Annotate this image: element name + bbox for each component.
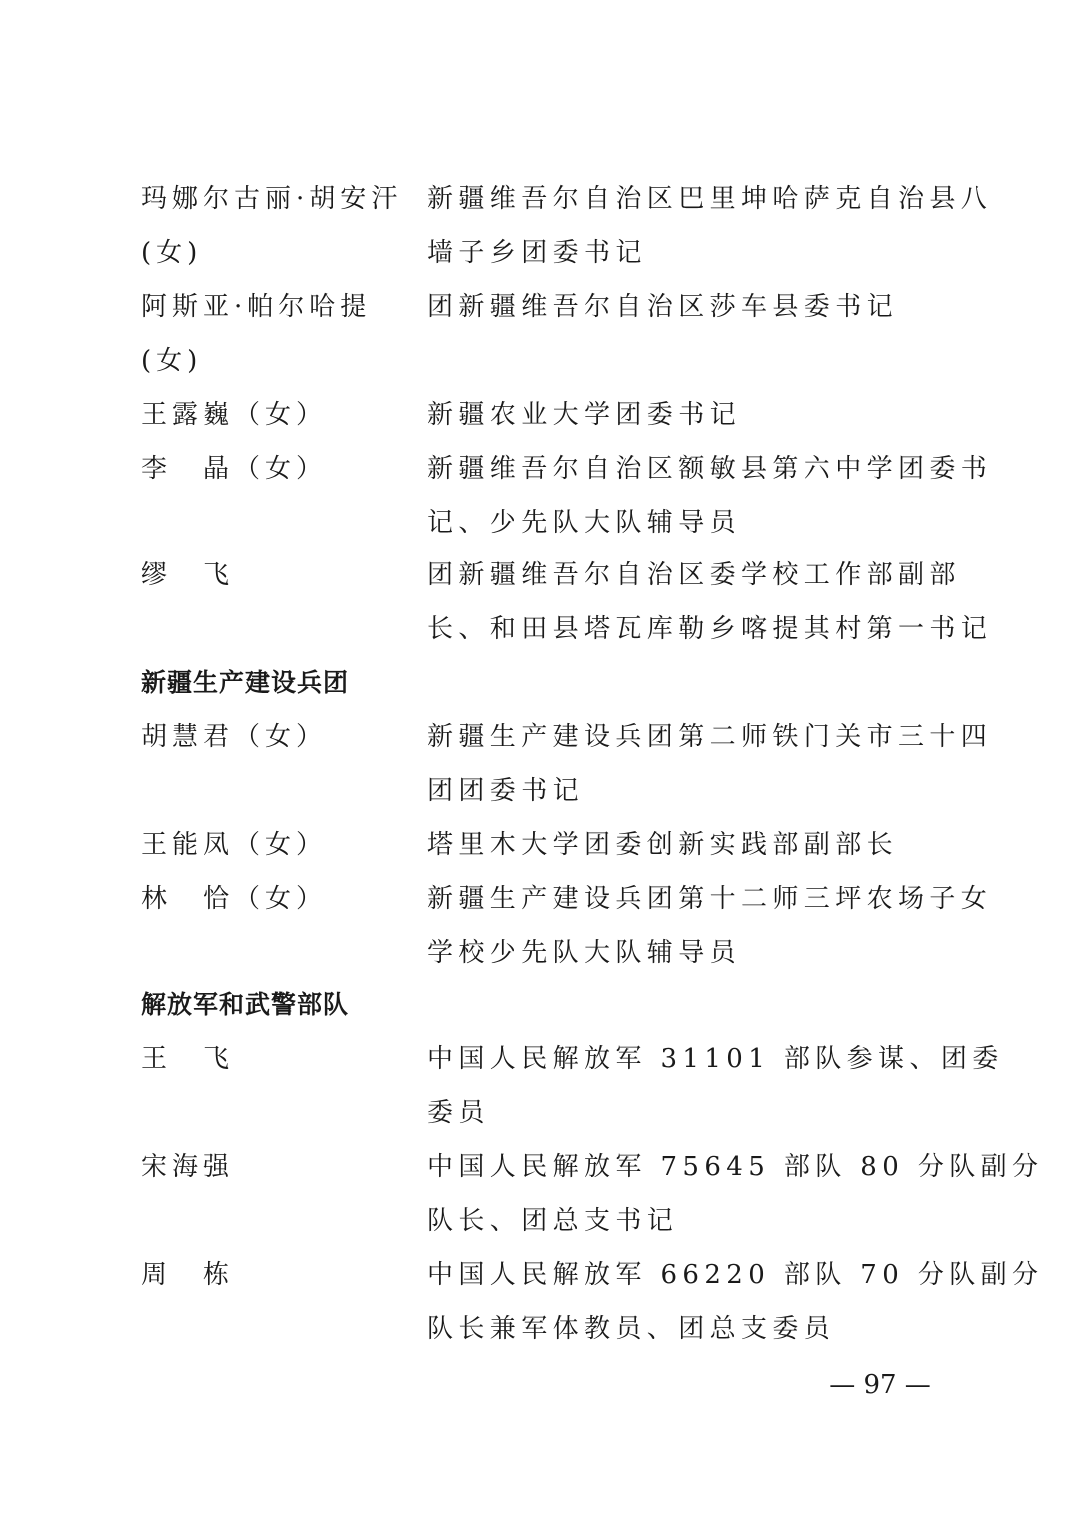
person-name: 林 恰（女）: [141, 884, 328, 914]
person-name: 王能凤（女）: [141, 830, 328, 860]
person-name: 玛娜尔古丽·胡安汗 (女): [141, 184, 403, 268]
person-name: 李 晶（女）: [141, 454, 328, 484]
list-item: [0, 1260, 1080, 1344]
person-position: 新疆维吾尔自治区额敏县第六中学团委书 记、少先队大队辅导员: [427, 454, 993, 538]
person-position: 新疆农业大学团委书记: [427, 400, 742, 430]
person-name: 缪 飞: [141, 560, 235, 590]
list-item: [0, 1044, 1080, 1128]
section-heading: 新疆生产建设兵团: [141, 668, 350, 697]
person-position: 新疆维吾尔自治区巴里坤哈萨克自治县八 墙子乡团委书记: [427, 184, 993, 268]
person-position: 新疆生产建设兵团第十二师三坪农场子女 学校少先队大队辅导员: [427, 884, 993, 968]
person-position: 中国人民解放军 31101 部队参谋、团委 委员: [427, 1044, 1004, 1128]
list-item: [0, 184, 1080, 268]
list-item: [0, 722, 1080, 806]
list-item: [0, 292, 1080, 376]
list-item: [0, 884, 1080, 968]
list-item: [0, 560, 1080, 644]
person-name: 王露巍（女）: [141, 400, 328, 430]
list-item: [0, 1152, 1080, 1236]
person-position: 团新疆维吾尔自治区莎车县委书记: [427, 292, 899, 322]
person-name: 周 栋: [141, 1260, 235, 1290]
page-number: — 97 —: [829, 1370, 931, 1400]
person-name: 胡慧君（女）: [141, 722, 328, 752]
person-position: 塔里木大学团委创新实践部副部长: [427, 830, 899, 860]
person-position: 新疆生产建设兵团第二师铁门关市三十四 团团委书记: [427, 722, 993, 806]
person-position: 中国人民解放军 66220 部队 70 分队副分 队长兼军体教员、团总支委员: [427, 1260, 1044, 1344]
person-name: 阿斯亚·帕尔哈提 (女): [141, 292, 372, 376]
person-name: 王 飞: [141, 1044, 235, 1074]
person-name: 宋海强: [141, 1152, 235, 1182]
person-position: 中国人民解放军 75645 部队 80 分队副分 队长、团总支书记: [427, 1152, 1044, 1236]
list-item: [0, 454, 1080, 538]
person-position: 团新疆维吾尔自治区委学校工作部副部 长、和田县塔瓦库勒乡喀提其村第一书记: [427, 560, 993, 644]
section-heading: 解放军和武警部队: [141, 990, 350, 1019]
